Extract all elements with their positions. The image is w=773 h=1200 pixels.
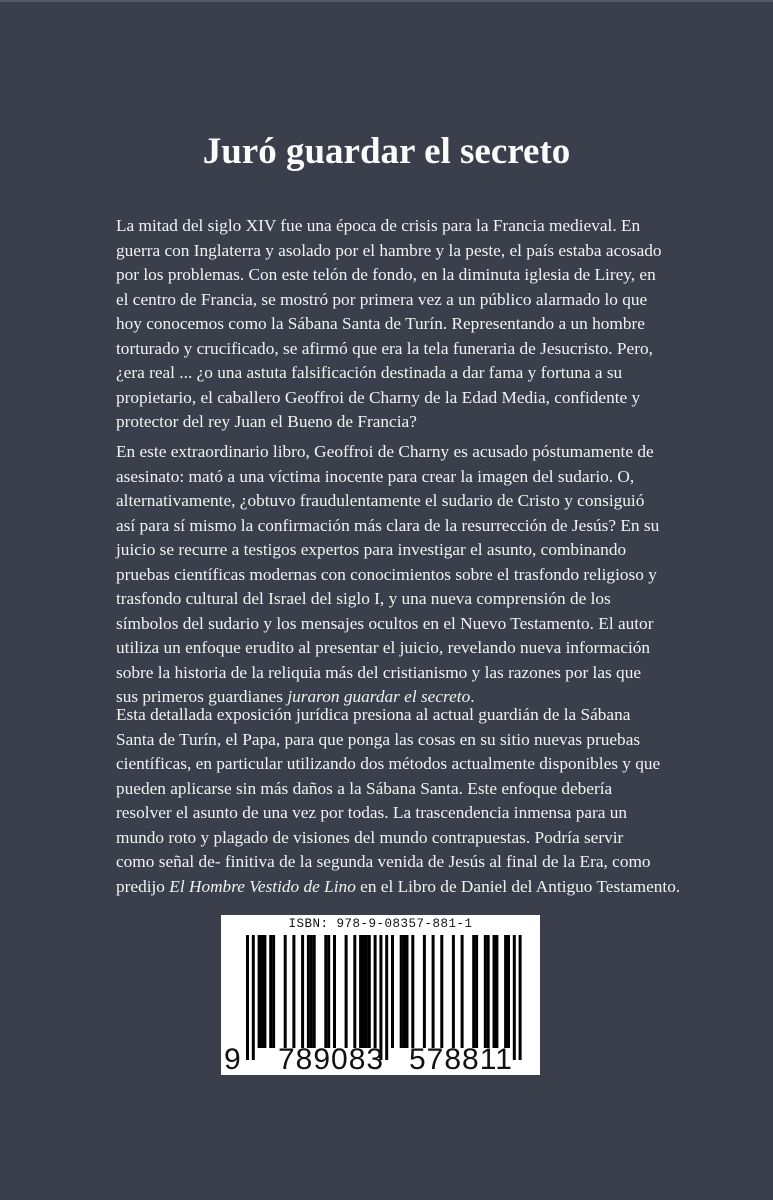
barcode-bar xyxy=(507,935,510,1048)
text-segment: científicas, en particular utilizando dos métodos actualmente disponibles y que xyxy=(116,754,661,773)
barcode-bar xyxy=(359,935,362,1048)
barcode-bar xyxy=(310,935,313,1048)
barcode-bar xyxy=(513,935,516,1060)
barcode-bar xyxy=(440,935,443,1048)
barcode-left-digits: 789083 xyxy=(278,1043,385,1076)
barcode-bar xyxy=(307,935,310,1048)
barcode-bar xyxy=(252,935,255,1060)
text-line xyxy=(116,465,716,490)
paragraph-3 xyxy=(116,703,716,899)
italic-title-text: El Hombre Vestido de Lino xyxy=(169,876,356,896)
barcode-bar xyxy=(261,935,264,1048)
text-segment: en el Libro de Daniel del Antiguo Testamento. xyxy=(355,876,681,896)
paragraph-1 xyxy=(116,214,716,435)
text-segment: torturado y crucificado, se afirmó que era la tela funeraria de Jesucristo. Pero, xyxy=(116,338,653,358)
top-edge xyxy=(0,0,773,2)
barcode-bar xyxy=(452,935,455,1048)
text-line xyxy=(116,514,716,539)
text-segment: mundo roto y plagado de visiones del mundo contrapuestas. Podría servir xyxy=(116,827,624,847)
text-line xyxy=(116,703,716,728)
barcode-bar xyxy=(504,935,507,1048)
barcode-first-digit: 9 xyxy=(224,1043,241,1076)
text-line xyxy=(116,826,716,851)
barcode-bar xyxy=(423,935,426,1048)
barcode-bar xyxy=(400,935,403,1048)
barcode-bar xyxy=(258,935,261,1048)
barcode-bar xyxy=(246,935,249,1060)
text-segment: En este extraordinario libro, Geoffroi de Charny es acusado póstumamente de xyxy=(116,442,654,461)
text-line xyxy=(116,563,716,588)
text-line xyxy=(116,337,716,362)
barcode-bar xyxy=(324,935,327,1048)
book-title: Juró guardar el secreto xyxy=(202,131,571,172)
text-line xyxy=(116,612,716,637)
text-segment: así para sí mismo la confirmación más clara de la resurrección de Jesús? En su xyxy=(116,515,660,535)
barcode-right-digits: 578811 xyxy=(409,1043,513,1076)
text-segment: Santa de Turín, el Papa, para que ponga las cosas en su sitio nuevas pruebas xyxy=(116,729,641,749)
text-line xyxy=(116,440,716,465)
barcode-bar xyxy=(391,935,394,1048)
barcode-bar xyxy=(269,935,272,1048)
barcode-bar xyxy=(472,935,475,1048)
barcode-bar xyxy=(333,935,336,1048)
paragraph-2 xyxy=(116,440,716,710)
barcode-bar xyxy=(365,935,368,1048)
text-line xyxy=(116,410,716,435)
text-segment: asesinato: mató a una víctima inocente para crear la imagen del sudario. O, xyxy=(116,466,635,486)
text-line xyxy=(116,538,716,563)
barcode-bar xyxy=(362,935,365,1048)
text-segment: pruebas científicas modernas con conocimientos sobre el trasfondo religioso y xyxy=(116,564,657,584)
text-line xyxy=(116,587,716,612)
text-segment: guerra con Inglaterra y asolado por el hambre y la peste, el país estaba acosado xyxy=(116,240,662,260)
barcode-bar xyxy=(272,935,275,1048)
text-segment: hoy conocemos como la Sábana Santa de Turín. Representando a un hombre xyxy=(116,314,645,333)
barcode-bar xyxy=(284,935,287,1048)
text-segment: Esta detallada exposición jurídica presiona al actual guardián de la Sábana xyxy=(116,705,631,724)
text-segment: resolver el asunto de una vez por todas. La trascendencia inmensa para un xyxy=(116,803,628,822)
text-segment: el centro de Francia, se mostró por primera vez a un público alarmado lo que xyxy=(116,289,648,309)
barcode-bar xyxy=(411,935,414,1048)
isbn-label: ISBN: 978-9-08357-881-1 xyxy=(288,917,473,931)
barcode-bar xyxy=(374,935,377,1048)
barcode-bar xyxy=(313,935,316,1048)
text-line xyxy=(116,661,716,686)
text-line xyxy=(116,361,716,386)
text-segment: protector del rey Juan el Bueno de Francia? xyxy=(116,412,417,431)
text-line xyxy=(116,875,716,900)
text-segment: sobre la historia de la reliquia más del cristianismo y las razones por las que xyxy=(116,662,642,682)
text-segment: La mitad del siglo XIV fue una época de crisis para la Francia medieval. En xyxy=(116,216,641,235)
barcode-bar xyxy=(487,935,490,1048)
barcode-bar xyxy=(327,935,330,1048)
barcode-bar xyxy=(345,935,348,1048)
text-segment: predijo xyxy=(116,876,170,896)
text-segment: ¿era real ... ¿o una astuta falsificación destinada a dar fama y fortuna a su xyxy=(116,363,623,382)
text-line xyxy=(116,288,716,313)
barcode-bar xyxy=(475,935,478,1048)
text-segment: como señal de- finitiva de la segunda venida de Jesús al final de la Era, como xyxy=(116,852,651,871)
isbn-barcode xyxy=(221,915,540,1075)
text-segment: propietario, el caballero Geoffroi de Charny de la Edad Media, confidente y xyxy=(116,387,641,407)
text-line xyxy=(116,850,716,875)
barcode-bar xyxy=(495,935,498,1048)
text-segment: . xyxy=(470,687,475,706)
barcode-bar xyxy=(379,935,382,1060)
text-segment: pueden aplicarse sin más daños a la Sábana Santa. Este enfoque debería xyxy=(116,778,613,798)
text-segment: sus primeros guardianes xyxy=(116,687,288,706)
text-segment: utiliza un enfoque erudito al presentar el juicio, revelando nueva información xyxy=(116,638,651,657)
text-line xyxy=(116,801,716,826)
text-line xyxy=(116,312,716,337)
text-line xyxy=(116,263,716,288)
text-segment: por los problemas. Con este telón de fondo, en la diminuta iglesia de Lirey, en xyxy=(116,265,656,284)
text-line xyxy=(116,239,716,264)
text-segment: trasfondo cultural del Israel del siglo I, y una nueva comprensión de los xyxy=(116,589,611,608)
text-line xyxy=(116,489,716,514)
text-line xyxy=(116,752,716,777)
barcode-bar xyxy=(403,935,406,1048)
text-segment: juicio se recurre a testigos expertos para investigar el asunto, combinando xyxy=(116,540,627,559)
barcode-bar xyxy=(484,935,487,1048)
barcode-bar xyxy=(353,935,356,1048)
text-line xyxy=(116,214,716,239)
barcode-bar xyxy=(493,935,496,1048)
text-line xyxy=(116,728,716,753)
barcode-bar xyxy=(263,935,266,1048)
barcode-bar xyxy=(461,935,464,1048)
text-line xyxy=(116,386,716,411)
barcode-bar xyxy=(301,935,304,1048)
text-line xyxy=(116,636,716,661)
text-segment: símbolos del sudario y los mensajes ocultos en el Nuevo Testamento. El autor xyxy=(116,613,654,633)
barcode-bar xyxy=(368,935,371,1048)
text-segment: alternativamente, ¿obtuvo fraudulentamente el sudario de Cristo y consiguió xyxy=(116,491,645,510)
text-line xyxy=(116,777,716,802)
barcode-bar xyxy=(406,935,409,1048)
barcode-bar xyxy=(432,935,435,1048)
barcode-bar xyxy=(292,935,295,1048)
italic-title-text: juraron guardar el secreto xyxy=(287,687,471,706)
barcode-bar xyxy=(385,935,388,1060)
barcode-bar xyxy=(519,935,522,1060)
